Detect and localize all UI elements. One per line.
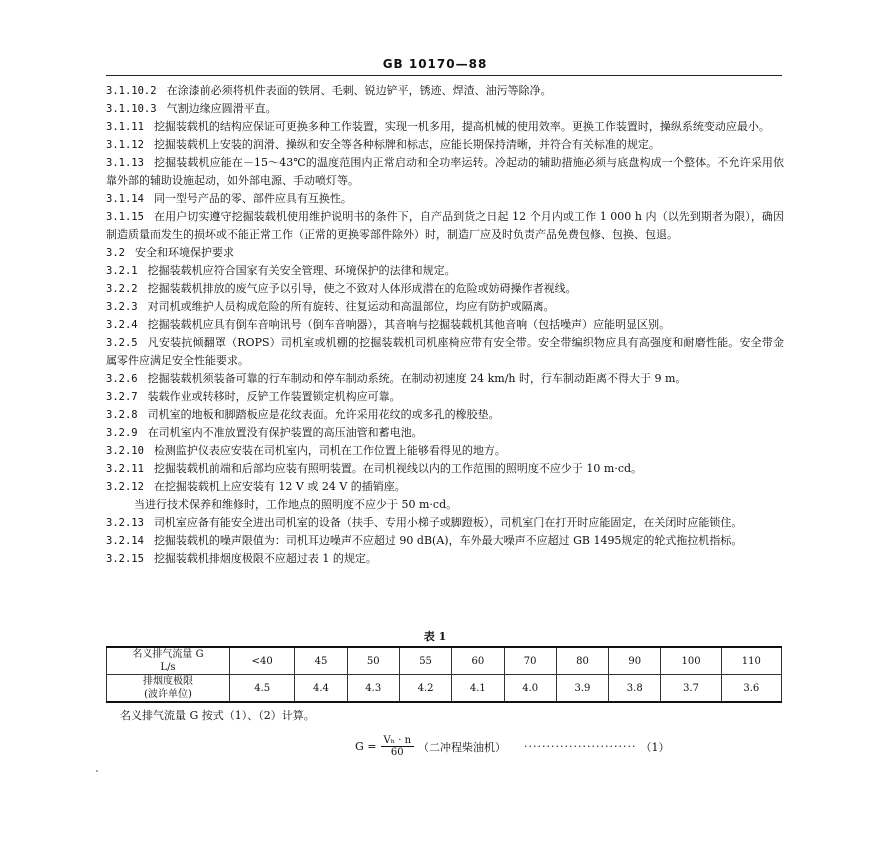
clause-text: 同一型号产品的零、部件应具有互换性。 — [153, 192, 352, 205]
clause-number: 3.2.13 — [106, 517, 144, 529]
clause-number: 3.2.3 — [106, 301, 138, 313]
clause-number: 3.2.1 — [106, 265, 138, 277]
clause-item — [106, 514, 784, 532]
clause-text: 气割边缘应圆滑平直。 — [166, 102, 277, 115]
clause-text: 司机室的地板和脚踏板应是花纹表面。允许采用花纹的或多孔的橡胶垫。 — [147, 408, 500, 421]
clause-number: 3.2.9 — [106, 427, 138, 439]
formula-leader: ························· — [524, 740, 637, 753]
formula-numerator: Vₕ · n — [381, 735, 415, 747]
table-cell: 90 — [609, 647, 661, 675]
row-header-unit: (波许单位) — [144, 689, 192, 700]
clause-number: 3.1.12 — [106, 139, 144, 151]
clause-text: 在涂漆前必须将机件表面的铁屑、毛刺、锐边铲平，锈迹、焊渣、油污等除净。 — [166, 84, 552, 97]
clause-item — [106, 478, 784, 496]
formula-description: （二冲程柴油机） — [418, 740, 507, 754]
clause-number: 3.2.4 — [106, 319, 138, 331]
formula-lhs: G = — [355, 740, 377, 753]
table-cell: 70 — [504, 647, 556, 675]
clause-number: 3.1.15 — [106, 211, 144, 223]
table-cell: 4.2 — [399, 675, 451, 703]
clause-item — [106, 244, 784, 262]
clause-text: 挖掘装载机上安装的润滑、操纵和安全等各种标牌和标志，应能长期保持清晰，并符合有关标准的规定。 — [153, 138, 660, 151]
header-rule — [106, 75, 782, 76]
clause-text: 挖掘装载机前端和后部均应装有照明装置。在司机视线以内的工作范围的照明度不应少于 10 m·cd。 — [153, 462, 643, 475]
row-header-exhaust-flow — [107, 647, 230, 675]
clause-number: 3.2 — [106, 247, 125, 259]
table-cell: 4.3 — [347, 675, 399, 703]
table-cell: 4.5 — [230, 675, 295, 703]
formula-note: 名义排气流量 G 按式（1）、（2）计算。 — [120, 709, 315, 722]
clause-item — [106, 280, 784, 298]
clause-text: 挖掘装载机应符合国家有关安全管理、环境保护的法律和规定。 — [147, 264, 456, 277]
clause-number: 3.1.13 — [106, 157, 144, 169]
clause-text: 挖掘装载机须装备可靠的行车制动和停车制动系统。在制动初速度 24 km/h 时，行车制动距离不得大于 9 m。 — [147, 372, 687, 385]
table-row-exhaust-flow — [107, 647, 782, 675]
clause-number: 3.2.8 — [106, 409, 138, 421]
table-cell: 3.6 — [721, 675, 781, 703]
clause-number: 3.2.6 — [106, 373, 138, 385]
table-row-smoke-limit — [107, 675, 782, 703]
table-caption: 表 1 — [423, 630, 447, 643]
clause-number: 3.2.11 — [106, 463, 144, 475]
formula-1 — [355, 735, 669, 758]
clause-item — [106, 136, 784, 154]
clause-number: 3.2.10 — [106, 445, 144, 457]
clause-text: 当进行技术保养和维修时，工作地点的照明度不应少于 50 m·cd。 — [134, 498, 458, 511]
row-header-line: 排烟度极限 — [143, 676, 193, 687]
clause-text: 装载作业或转移时，反铲工作装置锁定机构应可靠。 — [147, 390, 401, 403]
clause-text: 挖掘装载机应具有倒车音响讯号（倒车音响器），其音响与挖掘装载机其他音响（包括噪声）应能明显区别。 — [147, 318, 671, 331]
table-cell: 3.9 — [556, 675, 608, 703]
clause-text: 在用户切实遵守挖掘装载机使用维护说明书的条件下，自产品到货之日起 12 个月内或工作 1 000 h 内（以先到期者为限），确因制造质量而发生的损坏或不能正常工作（正常的更换零部件除外）时，制造厂应及时负责产品免费包修、包换、包退。 — [106, 210, 784, 241]
table-cell: 50 — [347, 647, 399, 675]
clause-item — [106, 532, 784, 550]
clause-text: 挖掘装载机应能在－15～43℃的温度范围内正常启动和全功率运转。冷起动的辅助措施必须与底盘构成一个整体。不允许采用依靠外部的辅助设施起动，如外部电源、手动喷灯等。 — [106, 156, 784, 187]
clause-text: 凡安装抗倾翻罩（ROPS）司机室或机棚的挖掘装载机司机座椅应带有安全带。安全带编织物应具有高强度和耐磨性能。安全带金属零件应满足安全性能要求。 — [106, 336, 784, 367]
clause-text: 司机室应备有能安全进出司机室的设备（扶手、专用小梯子或脚蹬板），司机室门在打开时应能固定，在关闭时应能锁住。 — [153, 516, 743, 529]
clause-number: 3.2.14 — [106, 535, 144, 547]
clause-text: 挖掘装载机排放的废气应予以引导，使之不致对人体形成潜在的危险或妨碍操作者视线。 — [147, 282, 577, 295]
clause-item — [106, 298, 784, 316]
table-cell: 55 — [399, 647, 451, 675]
clause-item — [106, 496, 784, 514]
formula-fraction — [381, 735, 415, 758]
clause-text: 在挖掘装载机上应安装有 12 V 或 24 V 的插销座。 — [153, 480, 406, 493]
clause-text: 安全和环境保护要求 — [134, 246, 234, 259]
clause-item — [106, 334, 784, 370]
row-header-smoke-limit — [107, 675, 230, 703]
standard-code-header: GB 10170—88 — [382, 57, 488, 71]
clause-text: 挖掘装载机排烟度极限不应超过表 1 的规定。 — [153, 552, 377, 565]
clause-text: 挖掘装载机的结构应保证可更换多种工作装置，实现一机多用，提高机械的使用效率。更换工作装置时，操纵系统变动应最小。 — [153, 120, 770, 133]
formula-number: （1） — [640, 740, 670, 754]
clause-item — [106, 316, 784, 334]
clause-number: 3.1.14 — [106, 193, 144, 205]
table-cell: <40 — [230, 647, 295, 675]
table-cell: 45 — [295, 647, 347, 675]
emission-limit-table — [106, 646, 782, 703]
clause-text: 在司机室内不准放置没有保护装置的高压油管和蓄电池。 — [147, 426, 423, 439]
table-cell: 4.1 — [452, 675, 504, 703]
clause-item — [106, 460, 784, 478]
clause-item — [106, 370, 784, 388]
clause-item — [106, 424, 784, 442]
clause-number: 3.1.10.2 — [106, 85, 157, 97]
clause-number: 3.1.11 — [106, 121, 144, 133]
table-cell: 3.8 — [609, 675, 661, 703]
clause-item — [106, 388, 784, 406]
clause-item — [106, 118, 784, 136]
clause-item — [106, 154, 784, 190]
clause-item — [106, 442, 784, 460]
table-cell: 4.0 — [504, 675, 556, 703]
clause-list — [106, 82, 784, 568]
clause-item — [106, 262, 784, 280]
clause-number: 3.2.12 — [106, 481, 144, 493]
scan-speck — [96, 770, 98, 772]
clause-item — [106, 82, 784, 100]
clause-item — [106, 550, 784, 568]
row-header-line: 名义排气流量 G — [132, 649, 204, 660]
clause-item — [106, 190, 784, 208]
clause-number: 3.1.10.3 — [106, 103, 157, 115]
clause-number: 3.2.15 — [106, 553, 144, 565]
row-header-unit: L/s — [160, 662, 176, 673]
table-cell: 3.7 — [661, 675, 721, 703]
clause-text: 挖掘装载机的噪声限值为：司机耳边噪声不应超过 90 dB(A)，车外最大噪声不应超过 GB 1495规定的轮式拖拉机指标。 — [153, 534, 743, 547]
table-cell: 100 — [661, 647, 721, 675]
clause-item — [106, 208, 784, 244]
table-cell: 110 — [721, 647, 781, 675]
formula-denominator: 60 — [390, 747, 404, 758]
table-cell: 60 — [452, 647, 504, 675]
clause-item — [106, 406, 784, 424]
clause-text: 检测监护仪表应安装在司机室内，司机在工作位置上能够看得见的地方。 — [153, 444, 506, 457]
clause-number: 3.2.2 — [106, 283, 138, 295]
clause-number: 3.2.5 — [106, 337, 138, 349]
table-cell: 80 — [556, 647, 608, 675]
clause-item — [106, 100, 784, 118]
clause-number: 3.2.7 — [106, 391, 138, 403]
clause-text: 对司机或维护人员构成危险的所有旋转、往复运动和高温部位，均应有防护或隔离。 — [147, 300, 555, 313]
table-cell: 4.4 — [295, 675, 347, 703]
